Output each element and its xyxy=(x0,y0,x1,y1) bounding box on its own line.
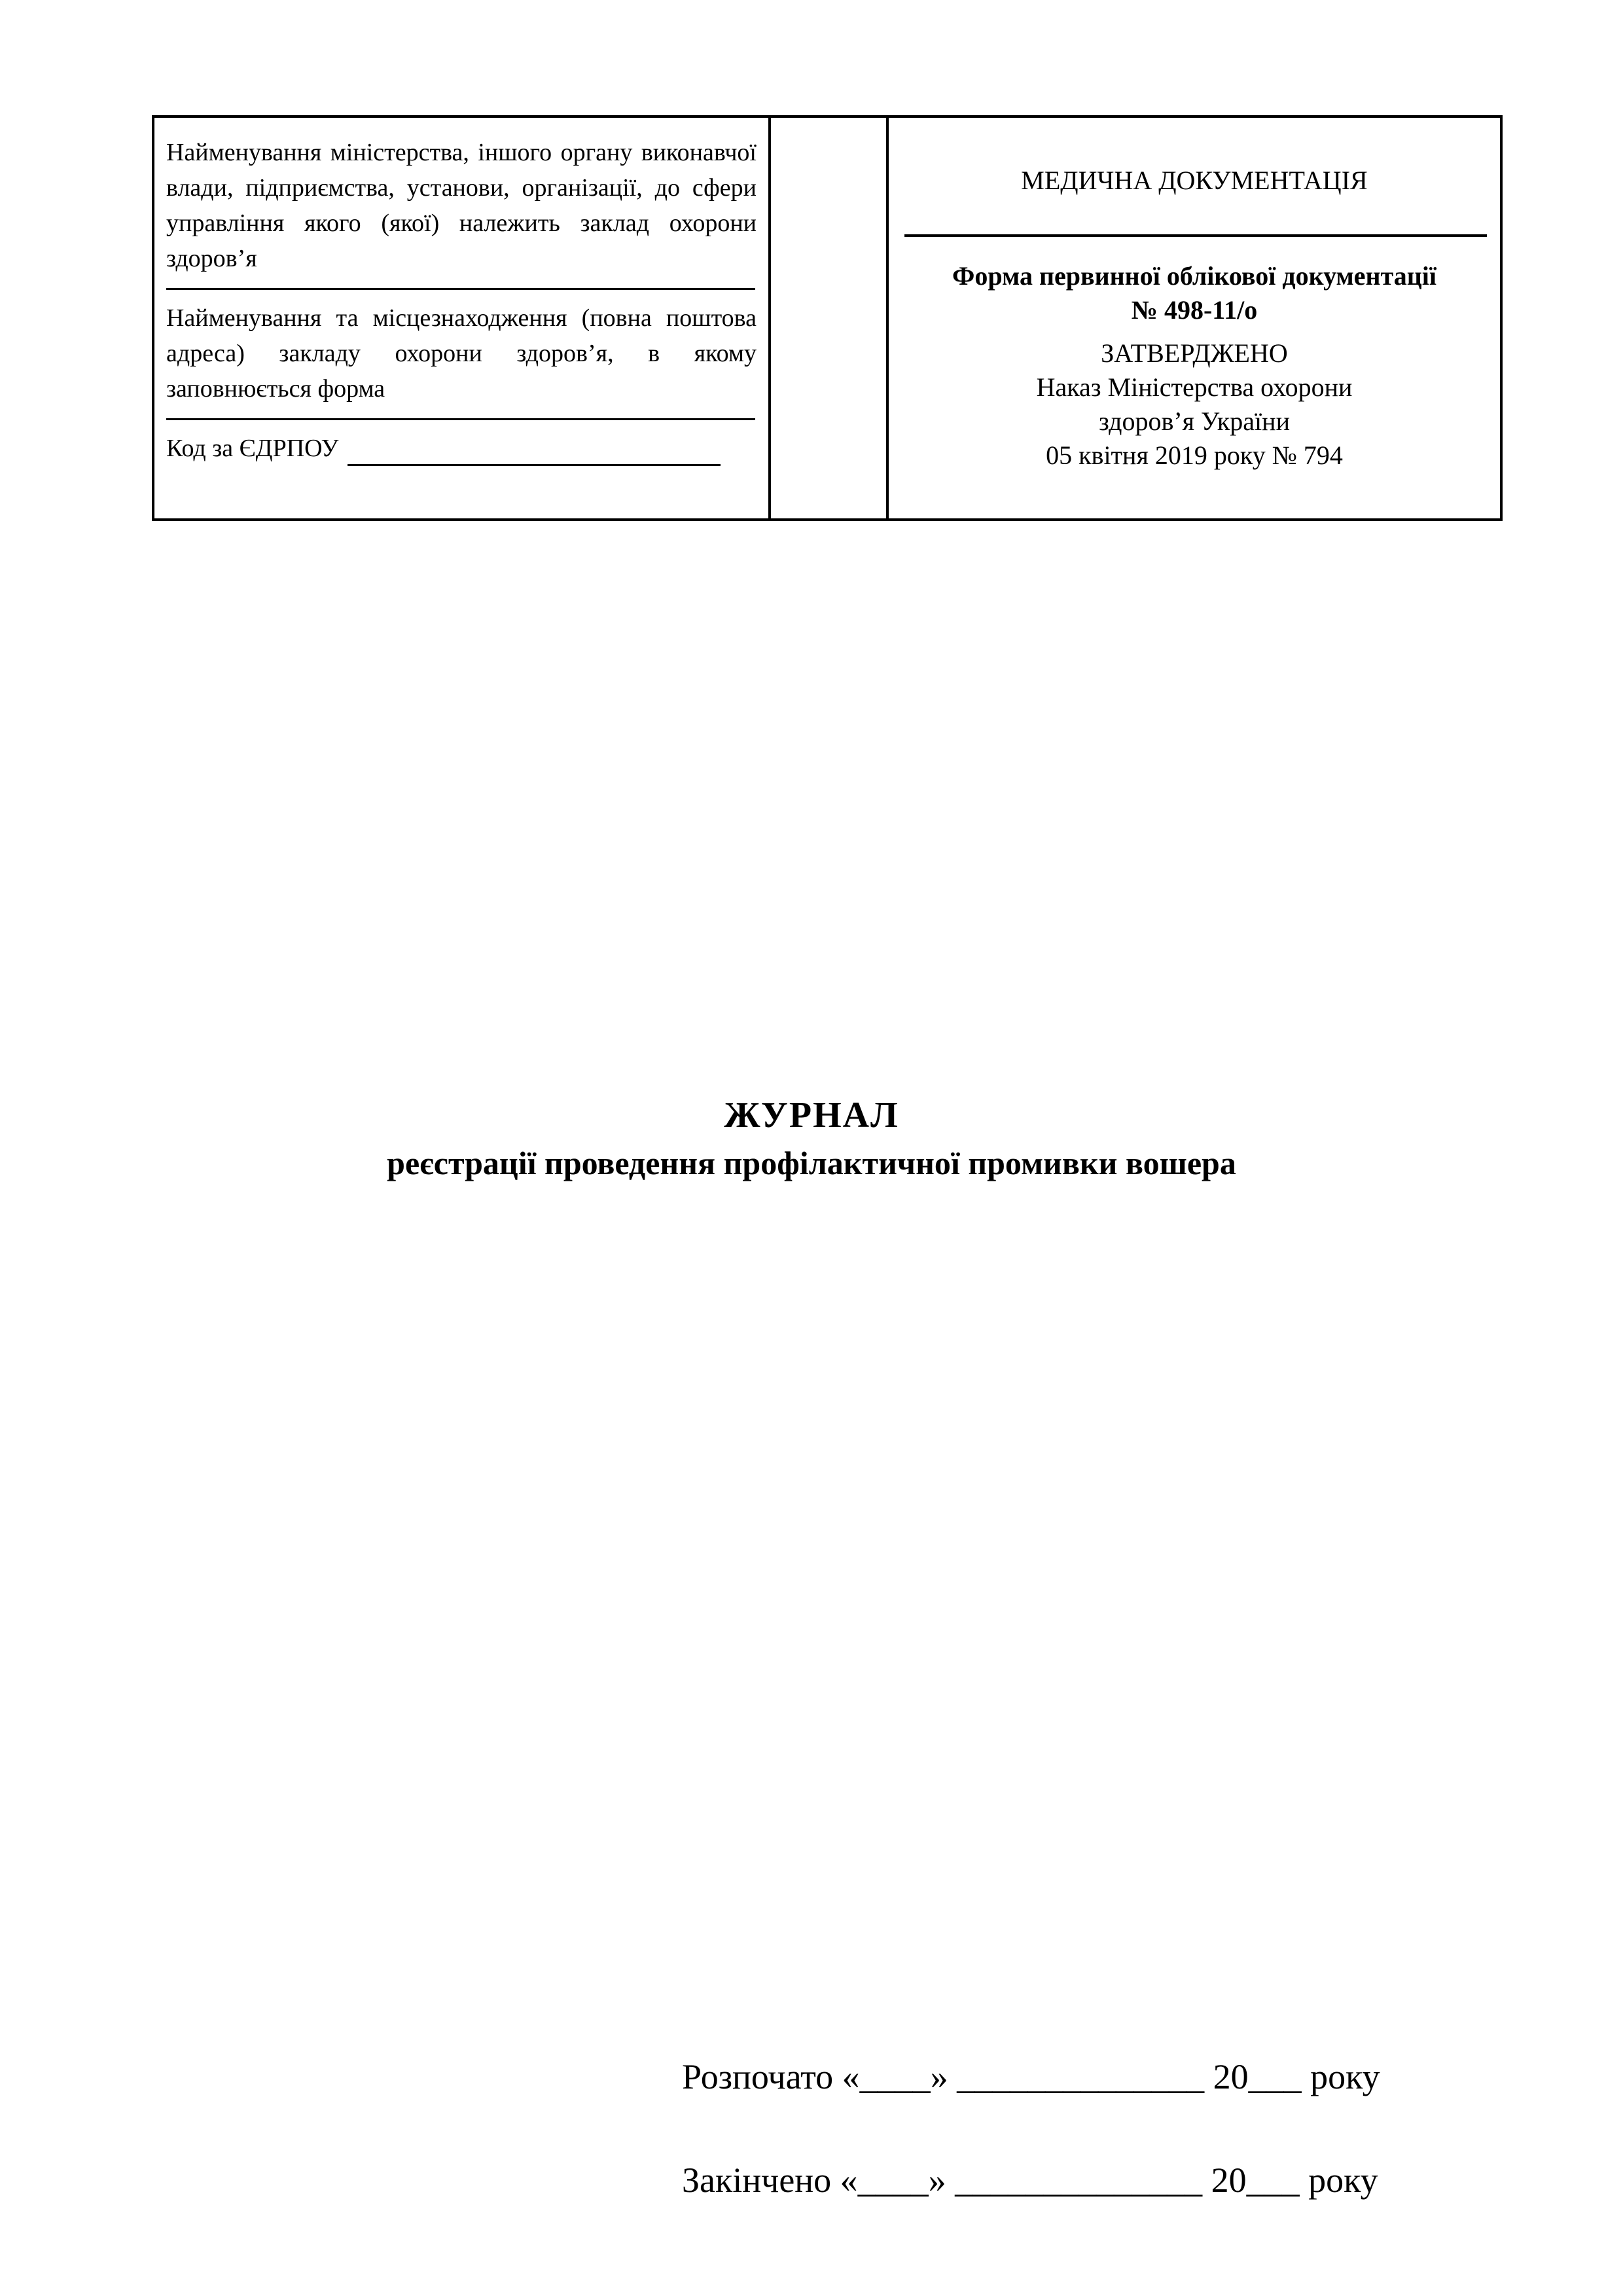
order-line3: 05 квітня 2019 року № 794 xyxy=(1046,440,1343,470)
header-table xyxy=(152,115,1503,521)
header-middle-cell xyxy=(770,117,887,520)
edrpou-label: Код за ЄДРПОУ xyxy=(166,435,339,462)
journal-title: ЖУРНАЛ xyxy=(724,1095,899,1136)
ministry-fill-line[interactable] xyxy=(166,288,755,290)
form-name-line1: Форма первинної облікової документації xyxy=(952,261,1437,291)
order-line2: здоров’я України xyxy=(1099,406,1290,436)
header-right-cell xyxy=(887,117,1501,520)
finished-date-line[interactable]: Закінчено «____» ______________ 20___ року xyxy=(682,2161,1378,2200)
journal-subtitle: реєстрації проведення профілактичної промивки вошера xyxy=(387,1145,1236,1181)
order-line1: Наказ Міністерства охорони xyxy=(1036,372,1353,402)
approved-label: ЗАТВЕРДЖЕНО xyxy=(1101,338,1288,368)
header-left-cell xyxy=(153,117,770,520)
form-number: № 498-11/о xyxy=(1131,295,1258,325)
facility-fill-line[interactable] xyxy=(166,418,755,420)
ministry-label: Найменування міністерства, іншого органу виконавчої влади, підприємства, установи, організації, до сфери управління якого (якої) належить заклад охорони здоров’я xyxy=(166,139,757,272)
edrpou-fill-line[interactable] xyxy=(348,438,721,466)
started-date-line[interactable]: Розпочато «____» ______________ 20___ року xyxy=(682,2057,1380,2096)
facility-label: Найменування та місцезнаходження (повна поштова адреса) закладу охорони здоров’я, в якому заповнюється форма xyxy=(166,304,757,403)
doc-type: МЕДИЧНА ДОКУМЕНТАЦІЯ xyxy=(1021,166,1368,195)
doc-type-divider xyxy=(904,234,1487,237)
